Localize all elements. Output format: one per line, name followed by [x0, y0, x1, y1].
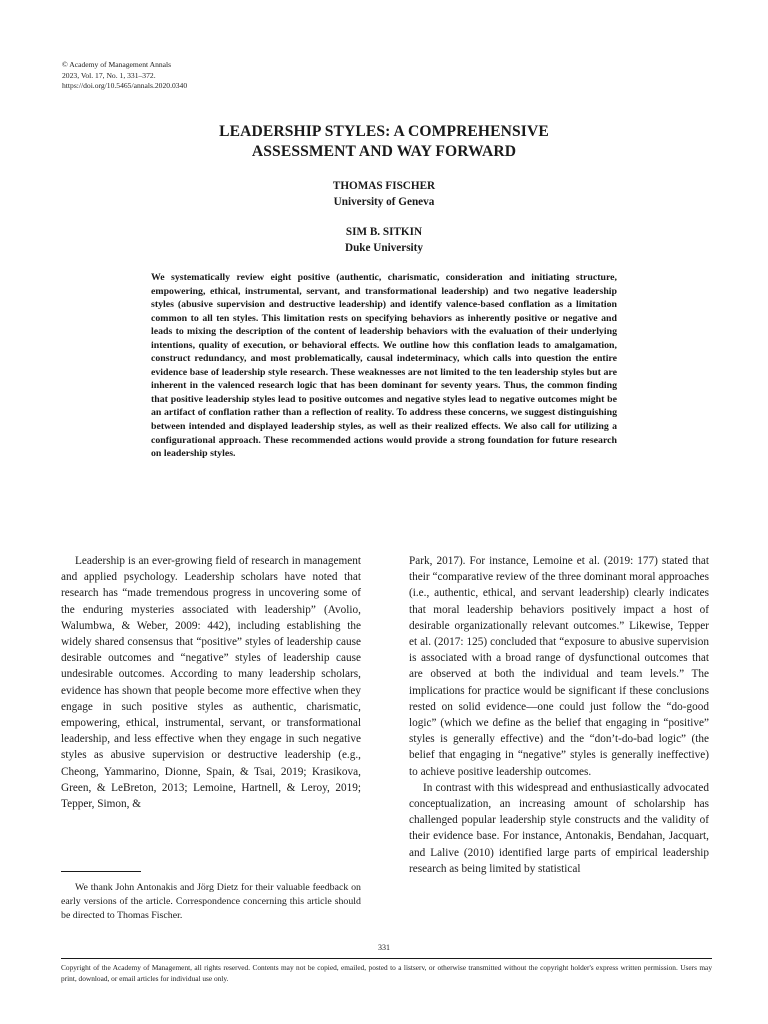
body-paragraph: In contrast with this widespread and enthusiastically advocated conceptualization, an increasing amount of scholarship has challenged popular leadership style constructs and the validity of their evidence base. For instance, Antonakis, Bendahan, Jacquart, and Lalive (2010) identified large parts of empirical leadership research as being limited by statistical: [409, 781, 709, 875]
body-paragraph: Leadership is an ever-growing field of research in management and applied psychology. Leadership scholars have noted that research has “made tremendous progress in uncovering some of the enduring mysteries associated with leadership” (Avolio, Walumbwa, & Weber, 2009: 442), including establishing the widely shared consensus that “positive” styles of leadership cause desirable outcomes and “negative” styles of leadership cause undesirable outcomes. According to many leadership scholars, evidence has shown that people become more effective when they engage in such positive styles as authentic, charismatic, empowering, ethical, instrumental, servant, or transformational leadership, and less effective when they engage in such negative styles as abusive supervision or destructive leadership (e.g., Cheong, Yammarino, Dionne, Spain, & Tsai, 2019; Krasikova, Green, & LeBreton, 2013; Lemoine, Hartnell, & Leroy, 2019; Tepper, Simon, &: [61, 555, 361, 811]
author-block-2: [200, 224, 568, 256]
article-title-line-2: ASSESSMENT AND WAY FORWARD: [251, 143, 517, 160]
author-name: SIM B. SITKIN: [345, 226, 423, 238]
journal-name: © Academy of Management Annals: [62, 60, 172, 69]
journal-volume: 2023, Vol. 17, No. 1, 331–372.: [62, 70, 156, 80]
author-name: THOMAS FISCHER: [332, 180, 436, 192]
copyright-notice: Copyright of the Academy of Management, all rights reserved. Contents may not be copied, emailed, posted to a listserv, or otherwise transmitted without the copyright holder's express written permission. Users may print, download, or email articles for individual use only.: [61, 963, 712, 983]
acknowledgement-footnote: [61, 881, 361, 923]
article-title-line-1: LEADERSHIP STYLES: A COMPREHENSIVE: [219, 123, 549, 140]
footnote-divider: [61, 871, 141, 872]
copyright-divider: [61, 958, 712, 959]
body-paragraph: Park, 2017). For instance, Lemoine et al. (2019: 177) stated that their “comparative review of the three dominant moral approaches (i.e., authentic, ethical, and servant leadership) clearly indicates that moral leadership behaviors positively impact a host of desirable organizationally relevant outcomes.” Likewise, Tepper et al. (2017: 125) concluded that “exposure to abusive supervision is associated with a broad range of dysfunctional outcomes that are observed at both the individual and team levels.” The implications for practice would be significant if these conclusions rested on solid evidence—one could just follow the “do-good logic” (which we define as the belief that engaging in “positive” styles is generally effective) and the “don’t-do-bad logic” (the belief that engaging in “negative” styles is generally ineffective) to achieve positive leadership outcomes.: [409, 555, 709, 778]
footnote-text: We thank John Antonakis and Jörg Dietz for their valuable feedback on early versions of the article. Correspondence concerning this article should be directed to Thomas Fischer.: [61, 882, 361, 921]
page-number: 331: [378, 943, 390, 952]
author-block-1: [200, 178, 568, 210]
body-column-right: [409, 553, 709, 877]
article-title: [120, 122, 648, 162]
author-affiliation: Duke University: [344, 242, 423, 254]
journal-header: [62, 60, 187, 92]
body-column-left: [61, 553, 361, 812]
abstract: We systematically review eight positive (authentic, charismatic, consideration and initiating structure, empowering, ethical, instrumental, servant, and transformational leadership) and two negative leadership styles (abusive supervision and destructive leadership) and identify valence-based conflation as a limitation common to all ten styles. This limitation rests on specifying behaviors as inherently positive or negative and leads to mixing the description of the content of leadership behaviors with the evaluation of their underlying intentions, quality of execution, or behavioral effects. We outline how this conflation leads to amalgamation, construct redundancy, and most problematically, causal indeterminacy, which calls into question the entire evidence base of leadership style research. These weaknesses are not limited to the ten leadership styles but are inherent in the valenced research logic that has been dominant for seventy years. Thus, the common finding that positive leadership styles lead to positive outcomes and negative styles lead to negative outcomes might be an artifact of conflation rather than a reflection of reality. To address these concerns, we suggest distinguishing between intended and displayed leadership styles, as well as their realized effects. We also call for utilizing a configurational approach. These recommended actions would provide a strong foundation for future research on leadership styles.: [151, 272, 617, 460]
author-affiliation: University of Geneva: [333, 196, 435, 208]
article-doi[interactable]: https://doi.org/10.5465/annals.2020.0340: [62, 81, 188, 90]
